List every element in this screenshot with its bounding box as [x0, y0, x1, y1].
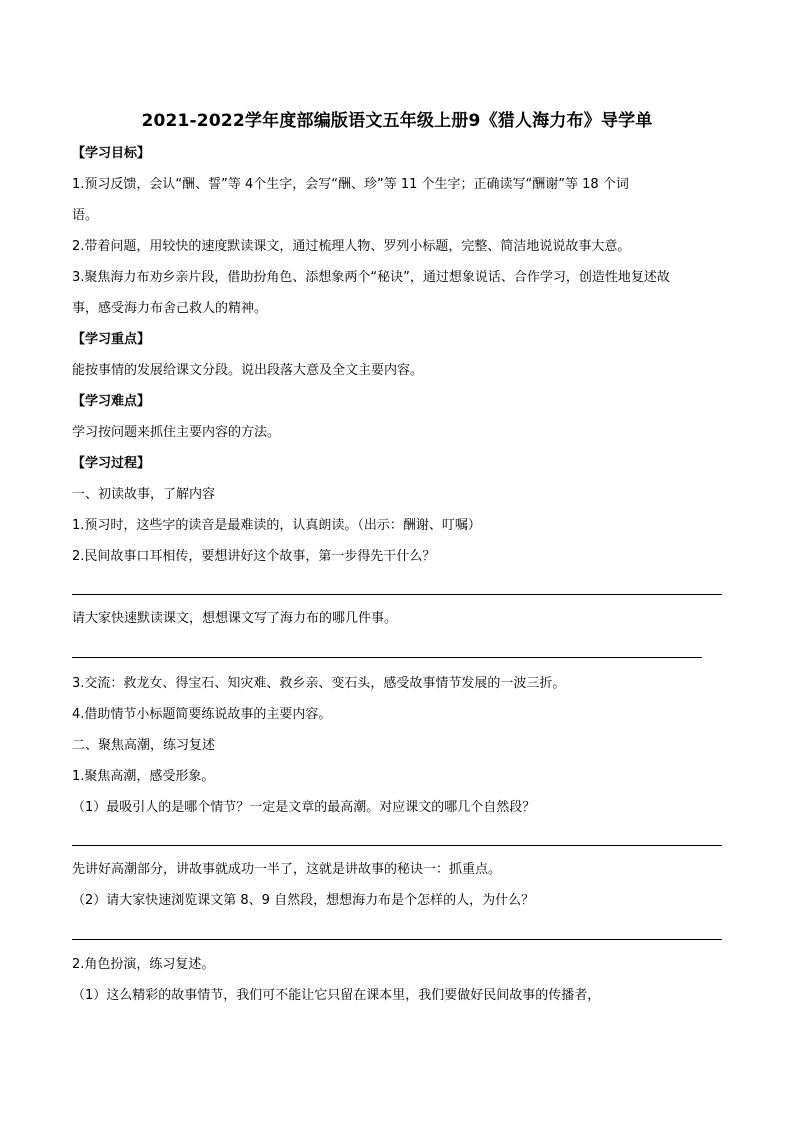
part-1-heading: 一、初读故事，了解内容	[72, 487, 216, 502]
part-1-item-3: 3.交流：救龙女、得宝石、知灾难、救乡亲、变石头，感受故事情节发展的一波三折。	[72, 676, 566, 691]
objective-3-line-2: 事，感受海力布舍己救人的精神。	[72, 301, 268, 316]
answer-line-3[interactable]	[72, 845, 722, 846]
part-2-item-1: 1.聚焦高潮，感受形象。	[72, 769, 215, 784]
objective-3-line-1: 3.聚焦海力布劝乡亲片段，借助扮角色、添想象两个“秘诀”，通过想象说话、合作学习，创造性地复述故	[72, 270, 670, 285]
part-1-item-4: 4.借助情节小标题简要练说故事的主要内容。	[72, 707, 332, 722]
document-title: 2021-2022学年度部编版语文五年级上册9《猎人海力布》导学单	[141, 111, 653, 131]
part-2-item-2: 2.角色扮演，练习复述。	[72, 957, 215, 972]
part-1-item-2: 2.民间故事口耳相传，要想讲好这个故事，第一步得先干什么？	[72, 549, 436, 564]
section-heading-objectives: 【学习目标】	[72, 146, 151, 161]
answer-line-4[interactable]	[72, 939, 722, 940]
part-1-instruction: 请大家快速默读课文，想想课文写了海力布的哪几件事。	[72, 611, 398, 626]
part-2-heading: 二、聚焦高潮，练习复述	[72, 738, 216, 753]
difficulties-text: 学习按问题来抓住主要内容的方法。	[72, 425, 281, 440]
section-heading-difficulties: 【学习难点】	[72, 394, 151, 409]
answer-line-2[interactable]	[72, 657, 702, 658]
part-2-item-2-sub-1: （1）这么精彩的故事情节，我们可不能让它只留在课本里，我们要做好民间故事的传播者，	[72, 988, 601, 1003]
part-2-question-2: （2）请大家快速浏览课文第 8、9 自然段，想想海力布是个怎样的人，为什么？	[72, 893, 535, 908]
section-heading-process: 【学习过程】	[72, 456, 151, 471]
key-points-text: 能按事情的发展给课文分段。说出段落大意及全文主要内容。	[72, 363, 424, 378]
storytelling-tip: 先讲好高潮部分，讲故事就成功一半了，这就是讲故事的秘诀一：抓重点。	[72, 862, 502, 877]
objective-1-line-2: 语。	[72, 208, 99, 223]
objective-1-line-1: 1.预习反馈，会认“酬、誓”等 4个生字，会写“酬、珍”等 11 个生字；正确读写“酬谢”等 18 个词	[72, 177, 629, 192]
part-1-item-1: 1.预习时，这些字的读音是最难读的，认真朗读。（出示：酬谢、叮嘱）	[72, 518, 481, 533]
part-2-question-1: （1）最吸引人的是哪个情节？一定是文章的最高潮。对应课文的哪几个自然段？	[72, 800, 536, 815]
section-heading-key-points: 【学习重点】	[72, 332, 151, 347]
objective-2: 2.带着问题，用较快的速度默读课文，通过梳理人物、罗列小标题，完整、简洁地说说故事大意。	[72, 239, 631, 254]
answer-line-1[interactable]	[72, 594, 722, 595]
